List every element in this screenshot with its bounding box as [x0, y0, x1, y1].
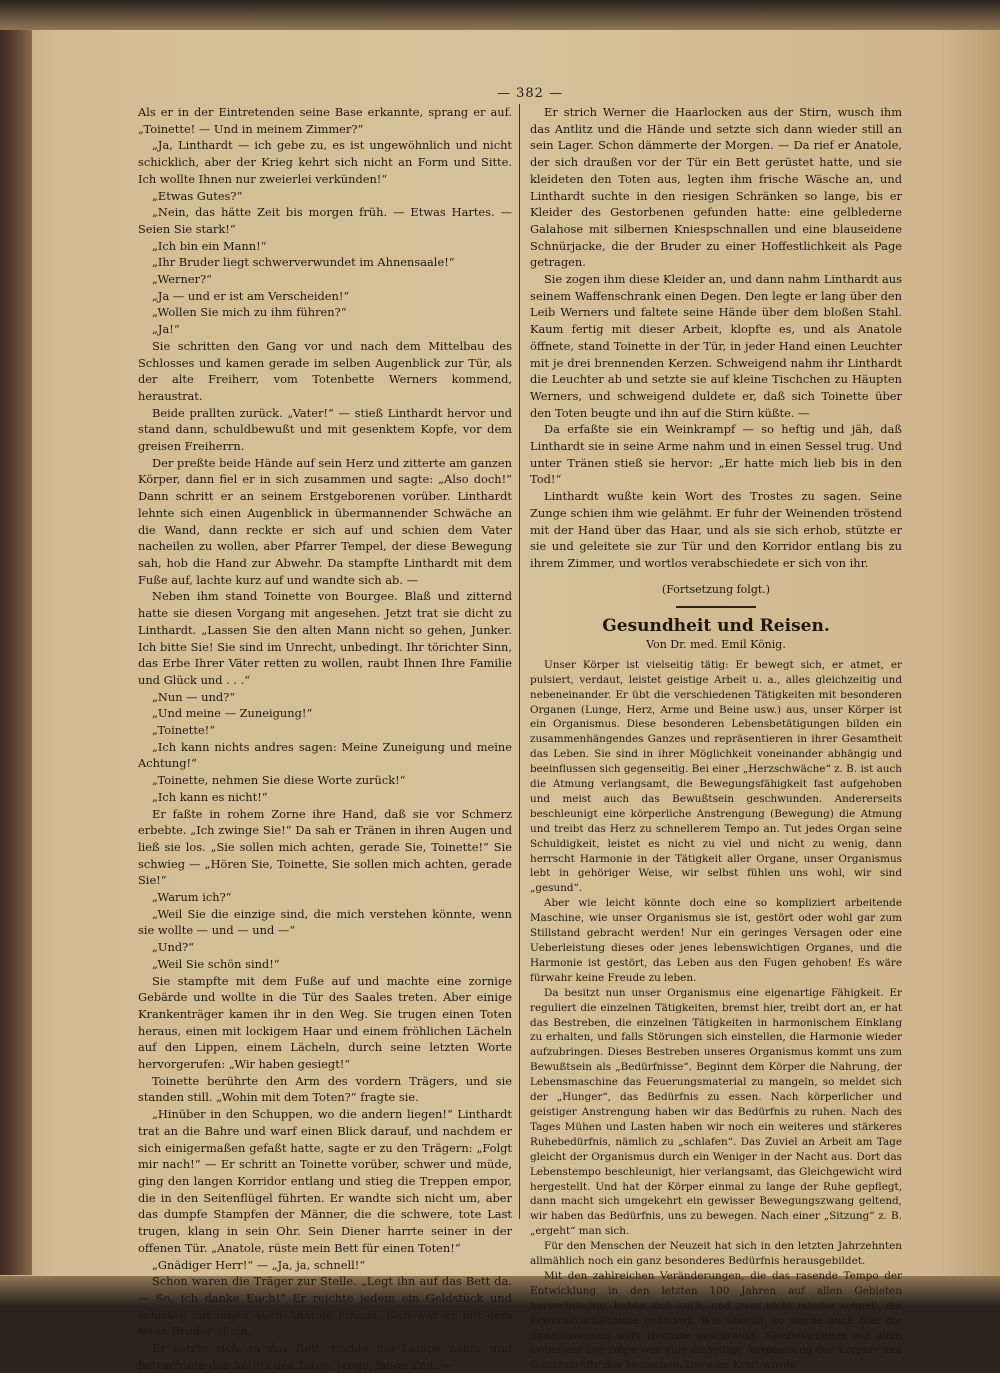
left-column-paragraph: „Ja!“ [152, 322, 180, 337]
left-column-paragraph: „Weil Sie die einzige sind, die mich verstehen könnte, wenn sie wollte — und — und —“ [138, 906, 512, 938]
article-paragraph: Da besitzt nun unser Organismus eine eigenartige Fähigkeit. Er reguliert die einzelnen Tätigkeiten, bremst hier, treibt dort an, er hat das Bestreben, die einzelnen Tätigkeiten in harmonischem Einklang zu erhalten, und falls Störungen sich einstellen, die Harmonie wieder aufzubringen. Dieses Bestreben unseres Organismus kommt uns zum Bewußtsein als „Bedürfnisse“. Beginnt dem Körper die Nahrung, der Lebensmaschine das Feuerungsmaterial zu mangeln, so meldet sich der „Hunger“, das Bedürfnis zu essen. Nach körperlicher und geistiger Anstrengung haben wir das Bedürfnis zu ruhen. Nach des Tages Mühen und Lasten haben wir noch ein weiteres und stärkeres Ruhebedürfnis, nämlich zu „schlafen“. Das Zuviel an Arbeit am Tage gleicht der Organismus durch ein Weniger in der Nacht aus. Dort das Lebenstempo beschleunigt, hier verlangsamt, das Gleichgewicht wird hergestellt. Und hat der Körper einmal zu lange der Ruhe gepflegt, dann macht sich umgekehrt ein gewisser Bewegungszwang geltend, wir haben das Bedürfnis, uns zu bewegen. Nach einer „Sitzung“ z. B. „ergeht“ man sich. [530, 986, 902, 1238]
left-column-paragraph: Er setzte sich an das Bett, rückte die Lampe näher und betrachtete das Antlitz des Toten, lange, lange Zeit. — [138, 1341, 512, 1372]
left-column [138, 104, 512, 1373]
scan-top-edge [0, 0, 1000, 30]
left-column-paragraph: „Hinüber in den Schuppen, wo die andern liegen!“ Linthardt trat an die Bahre und warf einen Blick darauf, und nachdem er sich einigermaßen gefaßt hatte, sagte er zu den Trägern: „Folgt mir nach!“ — Er schritt an Toinette vorüber, schwer und müde, ging den langen Korridor entlang und stieg die Treppen empor, die in den Seitenflügel führten. Er wandte sich nicht um, aber das dumpfe Stampfen der Männer, die die schwere, tote Last trugen, klang in sein Ohr. Sein Diener harrte seiner in der offenen Tür. „Anatole, rüste mein Bett für einen Toten!“ [138, 1107, 512, 1255]
right-column-paragraph: Sie zogen ihm diese Kleider an, und dann nahm Linthardt aus seinem Waffenschrank einen Degen. Den legte er lang über den Leib Werners und faltete seine Hände über dem bloßen Stahl. Kaum fertig mit dieser Arbeit, klopfte es, und als Anatole öffnete, stand Toinette in der Tür, in jeder Hand einen Leuchter mit je drei brennenden Kerzen. Schweigend nahm ihr Linthardt die Leuchter ab und setzte sie auf kleine Tischchen zu Häupten Werners, und schweigend duldete er, daß sich Toinette über den Toten beugte und ihn auf die Stirn küßte. — [530, 272, 902, 420]
left-column-paragraph: Sie schritten den Gang vor und nach dem Mittelbau des Schlosses und kamen gerade im selben Augenblick zur Tür, als der alte Freiherr, vom Totenbette Werners kommend, heraustrat. [138, 338, 512, 403]
left-column-paragraph: Sie stampfte mit dem Fuße auf und machte eine zornige Gebärde und wollte in die Tür des Saales treten. Aber einige Krankenträger kamen ihr in den Weg. Sie trugen einen Toten heraus, einen mit lockigem Haar und einem fröhlichen Lächeln auf den Lippen, einem Lächeln, durch seine letzten Worte hervorgerufen: „Wir haben gesiegt!“ [138, 973, 512, 1072]
left-column-paragraph: „Gnädiger Herr!“ — „Ja, ja, schnell!“ [152, 1257, 366, 1272]
left-column-paragraph: Beide prallten zurück. „Vater!“ — stieß Linthardt hervor und stand dann, schuldbewußt und mit gesenktem Kopfe, vor dem greisen Freiherrn. [138, 405, 512, 454]
left-column-paragraph: „Warum ich?“ [152, 890, 232, 905]
left-column-paragraph: „Nein, das hätte Zeit bis morgen früh. — Etwas Hartes. — Seien Sie stark!“ [138, 205, 512, 236]
article-paragraph: Für den Menschen der Neuzeit hat sich in den letzten Jahrzehnten allmählich noch ein ganz besonderes Bedürfnis herausgebildet. [530, 1240, 902, 1268]
page-number: — 382 — [496, 86, 564, 101]
left-column-paragraph: Neben ihm stand Toinette von Bourgee. Blaß und zitternd hatte sie diesen Vorgang mit angesehen. Jetzt trat sie dicht zu Linthardt. „Lassen Sie den alten Mann nicht so gehen, Junker. Ich bitte Sie! Sie sind im Unrecht, unbedingt. Ihr törichter Sinn, das Erbe Ihrer Väter retten zu wollen, raubt Ihnen Ihre Familie und Glück und . . .“ [138, 589, 512, 687]
left-column-paragraph: „Toinette!“ [152, 723, 216, 738]
article-body [530, 658, 902, 1373]
article-byline: Von Dr. med. Emil König. [646, 638, 786, 652]
left-column-paragraph: „Ich kann es nicht!“ [152, 789, 268, 804]
right-column [530, 104, 902, 1373]
right-column-paragraph: Da erfaßte sie ein Weinkrampf — so heftig und jäh, daß Linthardt sie in seine Arme nahm und in einen Sessel trug. Und unter Tränen stieß sie hervor: „Er hatte mich lieb bis in den Tod!“ [530, 422, 902, 487]
left-column-paragraph: „Wollen Sie mich zu ihm führen?“ [152, 305, 347, 320]
left-column-paragraph: Er faßte in rohem Zorne ihre Hand, daß sie vor Schmerz erbebte. „Ich zwinge Sie!“ Da sah er Tränen in ihren Augen und ließ sie los. „Sie sollen mich achten, gerade Sie, Toinette!“ Sie schwieg — „Hören Sie, Toinette, Sie sollen mich achten, gerade Sie!“ [138, 806, 512, 888]
left-column-paragraph: „Toinette, nehmen Sie diese Worte zurück!“ [152, 773, 406, 788]
story-continuation [530, 104, 902, 572]
book-binding [0, 30, 32, 1275]
article-paragraph: Mit den zahlreichen Veränderungen, die das rasende Tempo der Entwicklung in den letzten 100 Jahren auf allen Gebieten hervorbrachte, haben sich auch, und zwar nicht minder schnell, die Erwerbsverhältnisse geändert. Wie überall, so wurde auch hier die Spezialisierung aufs Höchste geschraubt. Spezialarbeiter auf allen Gebieten! Die Folge war eine einseitige Anspannung der Körper- und Geisteskräfte des Menschen. Die eine Kraft wurde [530, 1269, 902, 1372]
left-column-paragraph: „Nun — und?“ [152, 689, 236, 704]
left-column-paragraph: „Weil Sie schön sind!“ [152, 956, 280, 971]
article-paragraph: Unser Körper ist vielseitig tätig: Er bewegt sich, er atmet, er pulsiert, verdaut, leistet geistige Arbeit u. a., alles gleichzeitig und nebeneinander. Er übt die verschiedenen Tätigkeiten mit besonderen Organen (Lunge, Herz, Arme und Beine usw.) aus, unser Körper ist ein Organismus. Diese besonderen Lebensbetätigungen bilden ein zusammenhängendes Ganzes und repräsentieren in ihrer Gesamtheit das Leben. Sie sind in ihrer Möglichkeit voneinander abhängig und beeinflussen sich gegenseitig. Bei einer „Herzschwäche“ z. B. ist auch die Atmung verlangsamt, die Bewegungsfähigkeit fast aufgehoben und meist auch das Bewußtsein geschwunden. Andererseits beschleunigt eine körperliche Anstrengung (Bewegung) die Atmung und treibt das Herz zu schnellerem Tempo an. Tut jedes Organ seine Schuldigkeit, leistet es nicht zu viel und nicht zu wenig, dann herrscht Harmonie in der Tätigkeit aller Organe, unser Organismus lebt in gehöriger Weise, wir selbst fühlen uns wohl, wir sind „gesund“. [530, 658, 902, 895]
left-column-paragraph: „Ich kann nichts andres sagen: Meine Zuneigung und meine Achtung!“ [138, 739, 512, 771]
column-divider [519, 104, 520, 1219]
left-column-paragraph: „Ja — und er ist am Verscheiden!“ [152, 288, 350, 303]
section-separator [676, 606, 756, 608]
continuation-note: (Fortsetzung folgt.) [661, 582, 771, 596]
left-column-paragraph: „Ihr Bruder liegt schwerverwundet im Ahnensaale!“ [152, 255, 455, 270]
left-column-paragraph: „Und meine — Zuneigung!“ [152, 706, 313, 721]
left-column-paragraph: Der preßte beide Hände auf sein Herz und zitterte am ganzen Körper, dann fiel er in sich zusammen und sagte: „Also doch!“ Dann schritt er an seinem Erstgeborenen vorüber. Linthardt lehnte sich einen Augenblick in übermannender Schwäche an die Wand, dann reckte er sich auf und schien dem Vater nacheilen zu wollen, aber Pfarrer Tempel, der diese Bewegung sah, hob die Hand zur Abwehr. Da stampfte Linthardt mit dem Fuße auf, lachte kurz auf und wandte sich ab. — [138, 455, 512, 587]
left-column-paragraph: Schon waren die Träger zur Stelle. „Legt ihn auf das Bett da. — So, ich danke Euch!“ Er reichte jedem ein Geldstück und schickte mit ihnen auch Anatole hinaus. Nun war er mit dem toten Bruder allein. [138, 1274, 512, 1339]
right-column-paragraph: Linthardt wußte kein Wort des Trostes zu sagen. Seine Zunge schien ihm wie gelähmt. Er fuhr der Weinenden tröstend mit der Hand über das Haar, und als sie sich erhob, stützte er sie und geleitete sie zur Tür und den Korridor entlang bis zu ihrem Zimmer, und wortlos verabschiedete er sich von ihr. [530, 489, 902, 570]
left-column-paragraph: Toinette berührte den Arm des vordern Trägers, und sie standen still. „Wohin mit dem Toten?“ fragte sie. [138, 1073, 512, 1105]
left-column-paragraph: Als er in der Eintretenden seine Base erkannte, sprang er auf. „Toinette! — Und in meinem Zimmer?“ [138, 105, 512, 136]
left-column-paragraph: „Etwas Gutes?“ [152, 188, 243, 203]
left-column-paragraph: „Ja, Linthardt — ich gebe zu, es ist ungewöhnlich und nicht schicklich, aber der Krieg kehrt sich nicht an Form und Sitte. Ich wollte Ihnen nur zweierlei verkünden!“ [138, 138, 512, 186]
article-title: Gesundheit und Reisen. [602, 616, 830, 637]
left-column-paragraph: „Werner?“ [152, 272, 212, 287]
left-column-paragraph: „Ich bin ein Mann!“ [152, 238, 267, 253]
article-paragraph: Aber wie leicht könnte doch eine so kompliziert arbeitende Maschine, wie unser Organismus sie ist, gestört oder wohl gar zum Stillstand gebracht werden! Nur ein geringes Versagen oder eine Ueberleistung dieses oder jenes lebenswichtigen Organes, und die Harmonie ist gestört, das Leben aus den Fugen gehoben! Es wäre fürwahr keine Freude zu leben. [530, 897, 902, 984]
right-column-paragraph: Er strich Werner die Haarlocken aus der Stirn, wusch ihm das Antlitz und die Hände und setzte sich dann wieder still an sein Lager. Schon dämmerte der Morgen. — Da rief er Anatole, der sich draußen vor der Tür ein Bett gerüstet hatte, und sie kleideten den Toten aus, legten ihm frische Wäsche an, und Linthardt suchte in den riesigen Schränken so lange, bis er Kleider des Gestorbenen gefunden hatte: eine gelblederne Galahose mit silbernen Kniespschnallen und eine blauseidene Schnürjacke, die der Bruder zu einer Hoffestlichkeit als Page getragen. [530, 105, 902, 270]
left-column-paragraph: „Und?“ [152, 940, 195, 955]
